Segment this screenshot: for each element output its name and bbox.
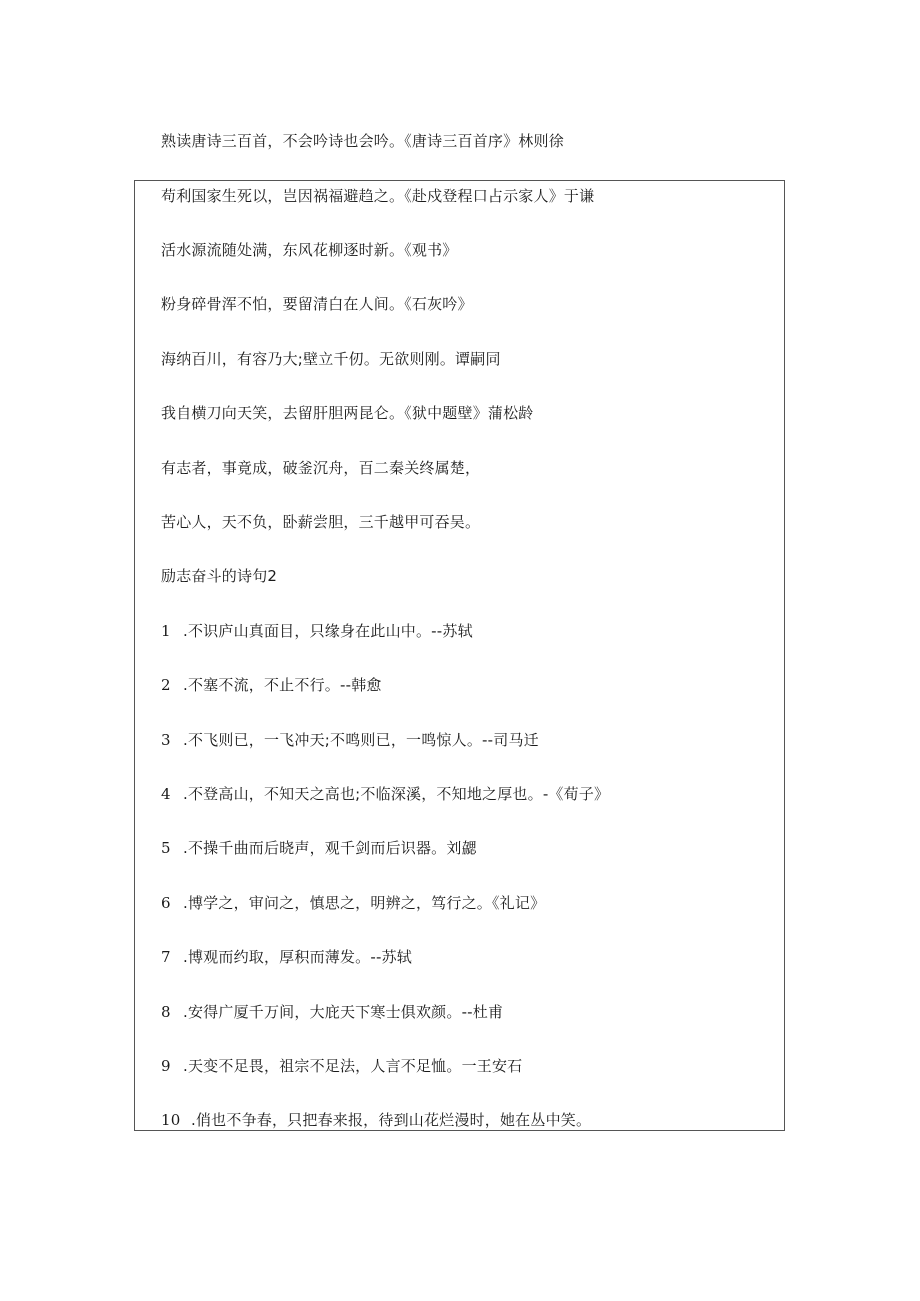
list-item <box>161 621 473 641</box>
list-item <box>161 947 412 967</box>
list-item-text: .天变不足畏，祖宗不足法，人言不足恤。一王安石 <box>183 1057 523 1075</box>
list-item <box>161 893 545 913</box>
list-item <box>161 1056 522 1076</box>
list-item-text: .博观而约取，厚积而薄发。--苏轼 <box>183 948 412 966</box>
list-item-number: 2 <box>161 676 171 694</box>
list-item-number: 5 <box>161 839 171 857</box>
poem-line-3: 活水源流随处满，东风花柳逐时新。《观书》 <box>161 241 458 259</box>
list-item <box>161 730 539 750</box>
list-item-number: 6 <box>161 894 171 912</box>
list-item-text: .不塞不流，不止不行。--韩愈 <box>183 676 382 694</box>
list-item <box>161 1110 591 1130</box>
list-item-number: 1 <box>161 622 171 640</box>
list-item-number: 9 <box>161 1057 171 1075</box>
poem-line-6: 我自横刀向天笑，去留肝胆两昆仑。《狱中题壁》蒲松龄 <box>161 404 534 422</box>
list-item-text: .不识庐山真面目，只缘身在此山中。--苏轼 <box>183 622 473 640</box>
list-item-number: 4 <box>161 785 171 803</box>
poem-line-8: 苦心人，天不负，卧薪尝胆，三千越甲可吞吴。 <box>161 513 481 531</box>
poem-line-4: 粉身碎骨浑不怕，要留清白在人间。《石灰吟》 <box>161 295 473 313</box>
poem-line-2: 苟利国家生死以，岂因祸福避趋之。《赴戍登程口占示家人》于谦 <box>161 187 595 205</box>
list-item-text: .不操千曲而后晓声，观千剑而后识器。刘勰 <box>183 839 477 857</box>
list-item-text: .俏也不争春，只把春来报，待到山花烂漫时，她在丛中笑。 <box>191 1111 592 1129</box>
list-item-text: .博学之，审问之，慎思之，明辨之，笃行之。《礼记》 <box>183 894 546 912</box>
section-heading: 励志奋斗的诗句2 <box>161 567 278 585</box>
poem-line-5: 海纳百川，有容乃大;壁立千仞。无欲则刚。谭嗣同 <box>161 350 501 368</box>
list-item-text: .安得广厦千万间，大庇天下寒士俱欢颜。--杜甫 <box>183 1003 504 1021</box>
list-item-text: .不登高山，不知天之高也;不临深溪，不知地之厚也。-《荀子》 <box>183 785 610 803</box>
list-item-number: 10 <box>161 1111 181 1129</box>
list-item <box>161 675 382 695</box>
list-item <box>161 1002 503 1022</box>
list-item <box>161 838 477 858</box>
list-item-number: 8 <box>161 1003 171 1021</box>
list-item-number: 3 <box>161 731 171 749</box>
poem-line-7: 有志者，事竟成，破釜沉舟，百二秦关终属楚， <box>161 459 481 477</box>
poem-line-1: 熟读唐诗三百首，不会吟诗也会吟。《唐诗三百首序》林则徐 <box>161 132 564 150</box>
list-item <box>161 784 609 804</box>
list-item-number: 7 <box>161 948 171 966</box>
list-item-text: .不飞则已，一飞冲天;不鸣则已，一鸣惊人。--司马迁 <box>183 731 539 749</box>
content-frame <box>134 180 785 1131</box>
